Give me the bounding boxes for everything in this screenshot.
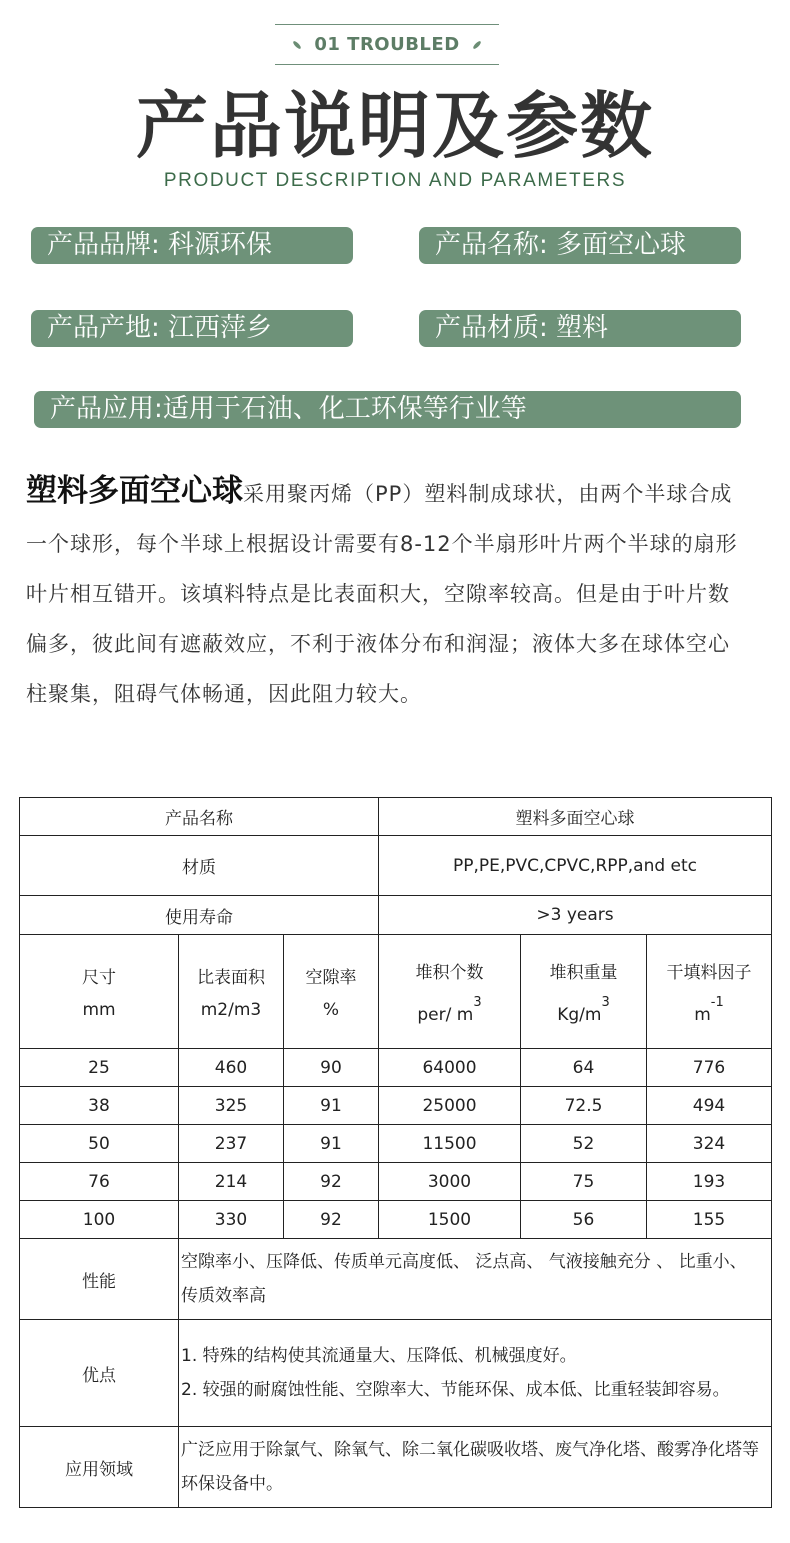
cell: 100 (20, 1201, 179, 1239)
cell: 56 (521, 1201, 647, 1239)
table-row (20, 1239, 772, 1320)
row-label: 性能 (20, 1239, 179, 1320)
cell: 38 (20, 1087, 179, 1125)
cell: 92 (284, 1163, 379, 1201)
cell: 90 (284, 1049, 379, 1087)
spec-table (19, 797, 772, 1508)
description-body: 采用聚丙烯（PP）塑料制成球状，由两个半球合成一个球形，每个半球上根据设计需要有8-12个半扇形叶片两个半球的扇形叶片相互错开。该填料特点是比表面积大，空隙率较高。但是由于叶片数偏多，彼此间有遮蔽效应，不利于液体分布和润湿；液体大多在球体空心柱聚集，阻碍气体畅通，因此阻力较大。 (26, 482, 738, 706)
cell: 76 (20, 1163, 179, 1201)
cell: 75 (521, 1163, 647, 1201)
cell: 193 (647, 1163, 772, 1201)
leaf-icon (472, 40, 482, 50)
info-application: 产品应用:适用于石油、化工环保等行业等 (34, 391, 741, 428)
page-subtitle: PRODUCT DESCRIPTION AND PARAMETERS (163, 170, 627, 191)
table-row (20, 1049, 772, 1087)
cell: 776 (647, 1049, 772, 1087)
table-row (20, 1087, 772, 1125)
cell: 91 (284, 1087, 379, 1125)
row-label: 产品名称 (20, 798, 379, 836)
fields-text: 广泛应用于除氯气、除氧气、除二氧化碳吸收塔、废气净化塔、酸雾净化塔等环保设备中。 (179, 1427, 772, 1508)
row-label: 使用寿命 (20, 896, 379, 935)
row-label: 优点 (20, 1320, 179, 1427)
cell: 460 (179, 1049, 284, 1087)
cell: 324 (647, 1125, 772, 1163)
advantage-line: 2. 较强的耐腐蚀性能、空隙率大、节能环保、成本低、比重轻装卸容易。 (181, 1380, 730, 1400)
table-row (20, 836, 772, 896)
info-brand: 产品品牌: 科源环保 (31, 227, 353, 264)
row-value: PP,PE,PVC,CPVC,RPP,and etc (379, 836, 772, 896)
cell: 330 (179, 1201, 284, 1239)
column-header: 尺寸 mm (20, 935, 179, 1049)
cell: 72.5 (521, 1087, 647, 1125)
cell: 25 (20, 1049, 179, 1087)
info-origin: 产品产地: 江西萍乡 (31, 310, 353, 347)
cell: 11500 (379, 1125, 521, 1163)
performance-text: 空隙率小、压降低、传质单元高度低、 泛点高、 气液接触充分 、 比重小、 传质效率高 (179, 1239, 772, 1320)
leaf-icon (292, 40, 302, 50)
row-label: 应用领域 (20, 1427, 179, 1508)
cell: 50 (20, 1125, 179, 1163)
cell: 237 (179, 1125, 284, 1163)
advantage-line: 1. 特殊的结构使其流通量大、压降低、机械强度好。 (181, 1346, 577, 1366)
column-header: 堆积个数 per/ $m^3$ (379, 935, 521, 1049)
table-row (20, 896, 772, 935)
cell: 214 (179, 1163, 284, 1201)
cell: 92 (284, 1201, 379, 1239)
info-name: 产品名称: 多面空心球 (419, 227, 741, 264)
table-row (20, 798, 772, 836)
column-header: 比表面积 m2/m3 (179, 935, 284, 1049)
cell: 64000 (379, 1049, 521, 1087)
table-row (20, 1201, 772, 1239)
product-description (26, 466, 746, 719)
cell: 325 (179, 1087, 284, 1125)
cell: 64 (521, 1049, 647, 1087)
table-row (20, 1125, 772, 1163)
cell: 155 (647, 1201, 772, 1239)
table-row (20, 1163, 772, 1201)
column-header: 空隙率 % (284, 935, 379, 1049)
column-header: 堆积重量 $Kg/m^3$ (521, 935, 647, 1049)
section-badge (275, 24, 499, 65)
cell: 1500 (379, 1201, 521, 1239)
table-row (20, 1320, 772, 1427)
cell: 25000 (379, 1087, 521, 1125)
advantages-text (179, 1320, 772, 1427)
page-title: 产品说明及参数 (135, 84, 654, 168)
cell: 52 (521, 1125, 647, 1163)
cell: 91 (284, 1125, 379, 1163)
column-header: 干填料因子 $m^{-1}$ (647, 935, 772, 1049)
badge-label: 01 TROUBLED (314, 34, 460, 55)
table-header-row (20, 935, 772, 1049)
row-label: 材质 (20, 836, 379, 896)
cell: 494 (647, 1087, 772, 1125)
info-material: 产品材质: 塑料 (419, 310, 741, 347)
table-row (20, 1427, 772, 1508)
row-value: >3 years (379, 896, 772, 935)
row-value: 塑料多面空心球 (379, 798, 772, 836)
cell: 3000 (379, 1163, 521, 1201)
description-lead: 塑料多面空心球 (26, 473, 243, 509)
